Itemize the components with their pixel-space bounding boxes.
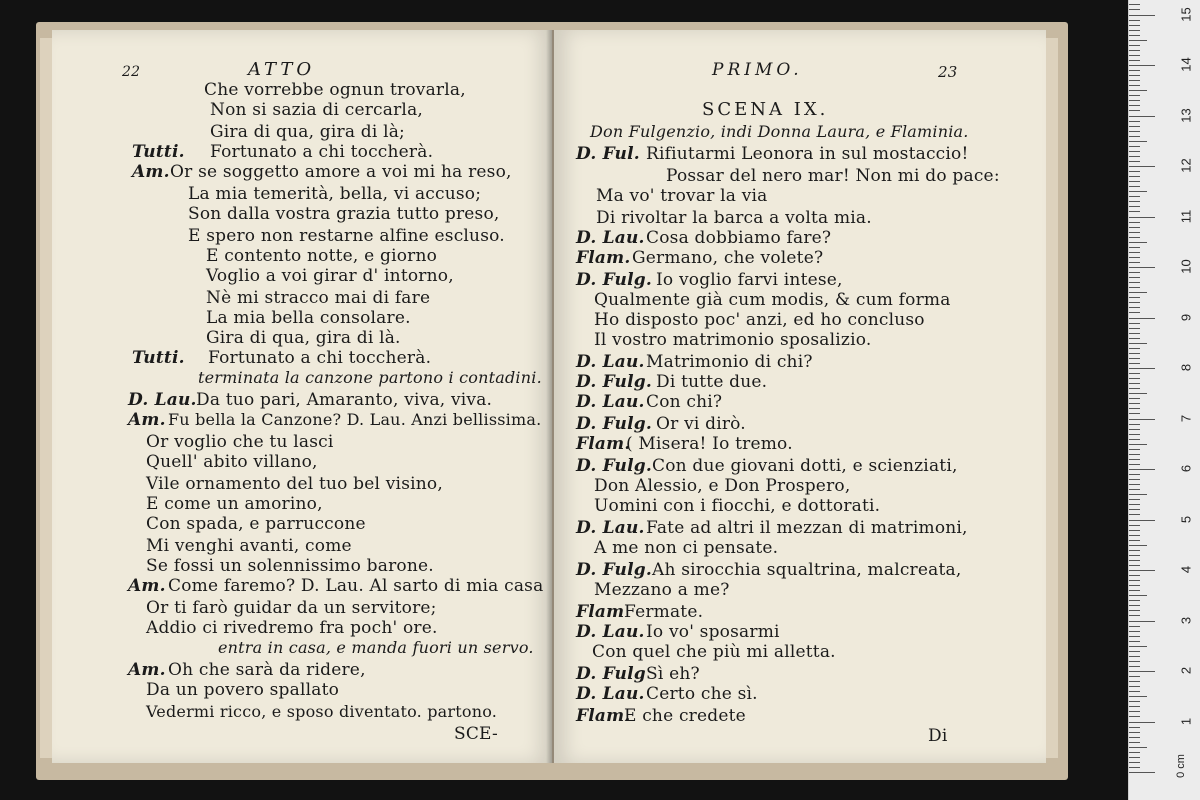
ruler-tick [1129, 530, 1140, 531]
ruler-tick [1129, 40, 1147, 41]
speaker-label: D. Lau. [576, 392, 645, 412]
ruler-tick [1129, 403, 1140, 404]
speaker-label: D. Lau. [576, 684, 645, 704]
speaker-label: Am. [128, 660, 166, 680]
verse-line: E come un amorino, [146, 494, 323, 514]
verse-line: Cosa dobbiamo fare? [646, 228, 832, 248]
verse-line: Io voglio farvi intese, [656, 270, 843, 290]
verse-line: Uomini con i fiocchi, e dottorati. [594, 496, 881, 516]
ruler-tick [1129, 312, 1140, 313]
ruler-tick [1129, 232, 1140, 233]
verse-line: Mi venghi avanti, come [146, 536, 352, 556]
verse-line: Oh che sarà da ridere, [168, 660, 366, 680]
ruler-tick [1129, 474, 1140, 475]
ruler-tick [1129, 621, 1155, 622]
ruler-number: 11 [1178, 209, 1194, 223]
ruler-number: 7 [1178, 414, 1194, 422]
ruler-tick [1129, 70, 1140, 71]
verse-line: Con quel che più mi alletta. [592, 642, 836, 662]
ruler-tick [1129, 338, 1140, 339]
verse-line: Voglio a voi girar d' intorno, [206, 266, 454, 286]
speaker-label: D. Lau. [576, 622, 645, 642]
ruler-tick [1129, 484, 1140, 485]
ruler-tick [1129, 580, 1140, 581]
ruler-tick [1129, 444, 1147, 445]
ruler-tick [1129, 752, 1140, 753]
ruler-tick [1129, 247, 1140, 248]
ruler-tick [1129, 257, 1140, 258]
speaker-label: D. Lau. [576, 228, 645, 248]
verse-line: Nè mi stracco mai di fare [206, 288, 431, 308]
ruler-tick [1129, 110, 1140, 111]
verse-line: Germano, che volete? [632, 248, 824, 268]
verse-line: Non si sazia di cercarla, [210, 100, 424, 120]
ruler-tick [1129, 605, 1140, 606]
ruler-tick [1129, 25, 1140, 26]
ruler-tick [1129, 45, 1140, 46]
ruler-tick [1129, 333, 1140, 334]
ruler-tick [1129, 439, 1140, 440]
speaker-label: Flam. [576, 706, 631, 726]
ruler-tick [1129, 600, 1140, 601]
ruler-tick [1129, 146, 1140, 147]
ruler-tick [1129, 15, 1155, 16]
ruler-number: 1 [1178, 717, 1194, 725]
ruler-number: 3 [1178, 616, 1194, 624]
ruler-tick [1129, 90, 1147, 91]
ruler-number: 8 [1178, 363, 1194, 372]
verse-line: E contento notte, e giorno [206, 246, 438, 266]
catchword: SCE- [454, 724, 498, 744]
scene-cast: Don Fulgenzio, indi Donna Laura, e Flaminia. [590, 122, 969, 141]
ruler-tick [1129, 560, 1140, 561]
verse-line: Rifiutarmi Leonora in sul mostaccio! [646, 144, 969, 164]
verse-line: Or ti farò guidar da un servitore; [146, 598, 437, 618]
verse-line: Di tutte due. [656, 372, 768, 392]
ruler-tick [1129, 373, 1140, 374]
ruler-tick [1129, 378, 1140, 379]
ruler-number: 4 [1178, 565, 1194, 574]
ruler-tick [1129, 252, 1140, 253]
speaker-label: D. Ful. [576, 144, 640, 164]
verse-line: Or voglio che tu lasci [146, 432, 334, 452]
ruler-tick [1129, 459, 1140, 460]
ruler-tick [1129, 454, 1140, 455]
catchword: Di [928, 726, 948, 746]
ruler-tick [1129, 55, 1140, 56]
ruler-tick [1129, 732, 1140, 733]
ruler-tick [1129, 626, 1140, 627]
ruler-tick [1129, 747, 1147, 748]
verse-line: E che credete [624, 706, 746, 726]
ruler-tick [1129, 222, 1140, 223]
verse-line: E spero non restarne alfine escluso. [188, 226, 505, 246]
ruler-tick [1129, 509, 1140, 510]
verse-line: Da tuo pari, Amaranto, viva, viva. [196, 390, 493, 410]
ruler-tick [1129, 504, 1140, 505]
ruler-tick [1129, 191, 1147, 192]
stage-direction: entra in casa, e manda fuori un servo. [218, 638, 534, 657]
ruler-tick [1129, 20, 1140, 21]
ruler-tick [1129, 328, 1140, 329]
ruler-tick [1129, 383, 1140, 384]
ruler-tick [1129, 171, 1140, 172]
ruler-tick [1129, 545, 1147, 546]
verse-line: Vile ornamento del tuo bel visino, [146, 474, 443, 494]
ruler-number: 15 [1178, 6, 1194, 22]
ruler-number: 13 [1178, 107, 1194, 123]
speaker-label: Am. [128, 410, 166, 430]
verse-line: Addio ci rivedremo fra poch' ore. [146, 618, 438, 638]
ruler-tick [1129, 368, 1155, 369]
ruler-tick [1129, 701, 1140, 702]
verse-line: Or se soggetto amore a voi mi ha reso, [170, 162, 512, 182]
verse-line: Di rivoltar la barca a volta mia. [596, 208, 872, 228]
ruler-tick [1129, 156, 1140, 157]
verse-line: Qualmente già cum modis, & cum forma [594, 290, 951, 310]
right-page [554, 30, 1046, 763]
ruler-tick [1129, 656, 1140, 657]
ruler-tick [1129, 520, 1155, 521]
ruler-tick [1129, 525, 1140, 526]
ruler-tick [1129, 651, 1140, 652]
ruler-tick [1129, 116, 1155, 117]
verse-line: Fortunato a chi toccherà. [208, 348, 432, 368]
ruler-tick [1129, 585, 1140, 586]
verse-line: Don Alessio, e Don Prospero, [594, 476, 851, 496]
ruler-tick [1129, 671, 1155, 672]
ruler-tick [1129, 727, 1140, 728]
ruler-tick [1129, 292, 1147, 293]
ruler-tick [1129, 60, 1140, 61]
ruler-tick [1129, 65, 1155, 66]
ruler-tick [1129, 676, 1140, 677]
ruler-tick [1129, 353, 1140, 354]
ruler-tick [1129, 211, 1140, 212]
verse-line: Fortunato a chi toccherà. [210, 142, 434, 162]
ruler-tick [1129, 196, 1140, 197]
ruler-tick [1129, 131, 1140, 132]
ruler-tick [1129, 499, 1140, 500]
speaker-label: D. Lau. [576, 518, 645, 538]
ruler-tick [1129, 535, 1140, 536]
ruler-tick [1129, 429, 1140, 430]
ruler-tick [1129, 302, 1140, 303]
ruler-tick [1129, 388, 1140, 389]
ruler-tick [1129, 85, 1140, 86]
verse-line: Gira di qua, gira di là. [206, 328, 401, 348]
ruler-tick [1129, 393, 1147, 394]
ruler-tick [1129, 757, 1140, 758]
verse-line: Mezzano a me? [594, 580, 730, 600]
verse-line: Da un povero spallato [146, 680, 340, 700]
verse-line: La mia bella consolare. [206, 308, 411, 328]
verse-line: Or vi dirò. [656, 414, 746, 434]
page-edges-right [1046, 38, 1058, 758]
ruler-tick [1129, 121, 1140, 122]
right-page-number: 23 [938, 63, 958, 81]
ruler-tick [1129, 419, 1155, 420]
ruler-tick [1129, 691, 1140, 692]
verse-line: Ho disposto poc' anzi, ed ho concluso [594, 310, 925, 330]
speaker-label: D. Fulg. [576, 414, 652, 434]
measurement-ruler [1128, 0, 1200, 800]
verse-line: Come faremo? D. Lau. Al sarto di mia casa [168, 576, 544, 596]
ruler-tick [1129, 464, 1140, 465]
verse-line: Vedermi ricco, e sposo diventato. partono. [146, 702, 498, 721]
ruler-tick [1129, 696, 1147, 697]
ruler-number: 2 [1178, 666, 1194, 675]
verse-line: Possar del nero mar! Non mi do pace: [666, 166, 1000, 186]
ruler-tick [1129, 277, 1140, 278]
ruler-tick [1129, 590, 1140, 591]
ruler-tick [1129, 666, 1140, 667]
ruler-tick [1129, 716, 1140, 717]
verse-line: Fate ad altri il mezzan di matrimoni, [646, 518, 968, 538]
ruler-tick [1129, 176, 1140, 177]
verse-line: Con spada, e parruccone [146, 514, 366, 534]
ruler-unit: 0 cm [1174, 754, 1187, 778]
speaker-label: D. Fulg. [576, 270, 652, 290]
ruler-tick [1129, 272, 1140, 273]
ruler-tick [1129, 641, 1140, 642]
ruler-tick [1129, 646, 1147, 647]
verse-line: Ma vo' trovar la via [596, 186, 768, 206]
right-running-head: PRIMO. [712, 60, 803, 80]
ruler-tick [1129, 540, 1140, 541]
stage-direction: terminata la canzone partono i contadini. [198, 368, 542, 387]
ruler-tick [1129, 737, 1140, 738]
ruler-tick [1129, 706, 1140, 707]
ruler-tick [1129, 413, 1140, 414]
speaker-label: Tutti. [132, 142, 185, 162]
ruler-tick [1129, 105, 1140, 106]
verse-line: Il vostro matrimonio sposalizio. [594, 330, 872, 350]
verse-line: Gira di qua, gira di là; [210, 122, 405, 142]
ruler-tick [1129, 555, 1140, 556]
speaker-label: Flam. [576, 434, 631, 454]
ruler-tick [1129, 95, 1140, 96]
ruler-tick [1129, 595, 1147, 596]
verse-line: Son dalla vostra grazia tutto preso, [188, 204, 500, 224]
ruler-tick [1129, 9, 1140, 10]
ruler-tick [1129, 772, 1155, 773]
page-edges-left [40, 38, 52, 758]
ruler-tick [1129, 35, 1140, 36]
ruler-tick [1129, 434, 1140, 435]
ruler-tick [1129, 181, 1140, 182]
speaker-label: Flam. [576, 248, 631, 268]
verse-line: Matrimonio di chi? [646, 352, 813, 372]
ruler-tick [1129, 686, 1140, 687]
speaker-label: Tutti. [132, 348, 185, 368]
ruler-tick [1129, 424, 1140, 425]
verse-line: Che vorrebbe ognun trovarla, [204, 80, 466, 100]
ruler-tick [1129, 201, 1140, 202]
ruler-tick [1129, 262, 1140, 263]
ruler-tick [1129, 161, 1140, 162]
ruler-tick [1129, 267, 1155, 268]
ruler-tick [1129, 489, 1140, 490]
ruler-tick [1129, 722, 1155, 723]
ruler-tick [1129, 479, 1140, 480]
speaker-label: D. Lau. [576, 352, 645, 372]
ruler-tick [1129, 297, 1140, 298]
ruler-tick [1129, 615, 1140, 616]
verse-line: Sì eh? [646, 664, 700, 684]
speaker-label: D. Fulg. [576, 456, 652, 476]
verse-line: Fu bella la Canzone? D. Lau. Anzi bellissima. [168, 410, 542, 429]
ruler-tick [1129, 449, 1140, 450]
verse-line: Con due giovani dotti, e scienziati, [652, 456, 958, 476]
ruler-tick [1129, 242, 1147, 243]
ruler-tick [1129, 50, 1140, 51]
ruler-number: 6 [1178, 464, 1194, 473]
speaker-label: Am. [132, 162, 170, 182]
ruler-tick [1129, 570, 1155, 571]
ruler-tick [1129, 206, 1140, 207]
ruler-tick [1129, 575, 1140, 576]
ruler-tick [1129, 398, 1140, 399]
ruler-tick [1129, 469, 1155, 470]
speaker-label: D. Fulg. [576, 372, 652, 392]
verse-line: Ah sirocchia squaltrina, malcreata, [652, 560, 962, 580]
speaker-label: D. Fulg. [576, 560, 652, 580]
scene-title: SCENA IX. [702, 99, 829, 120]
ruler-tick [1129, 75, 1140, 76]
verse-line: Io vo' sposarmi [646, 622, 780, 642]
ruler-tick [1129, 227, 1140, 228]
verse-line: Quell' abito villano, [146, 452, 318, 472]
ruler-tick [1129, 550, 1140, 551]
ruler-tick [1129, 4, 1140, 5]
ruler-tick [1129, 282, 1140, 283]
ruler-tick [1129, 408, 1140, 409]
ruler-tick [1129, 636, 1140, 637]
ruler-tick [1129, 711, 1140, 712]
ruler-tick [1129, 514, 1140, 515]
ruler-tick [1129, 348, 1140, 349]
verse-line: A me non ci pensate. [594, 538, 779, 558]
ruler-tick [1129, 307, 1140, 308]
ruler-number: 10 [1178, 259, 1194, 274]
speaker-label: Am. [128, 576, 166, 596]
ruler-tick [1129, 323, 1140, 324]
verse-line: Fermate. [624, 602, 704, 622]
ruler-tick [1129, 681, 1140, 682]
ruler-number: 9 [1178, 313, 1194, 321]
left-page [52, 30, 552, 763]
verse-line: La mia temerità, bella, vi accuso; [188, 184, 482, 204]
verse-line: ( Misera! Io tremo. [626, 434, 793, 454]
ruler-tick [1129, 565, 1140, 566]
ruler-tick [1129, 166, 1155, 167]
ruler-tick [1129, 358, 1140, 359]
ruler-tick [1129, 494, 1147, 495]
ruler-number: 5 [1178, 515, 1194, 523]
verse-line: Con chi? [646, 392, 723, 412]
ruler-number: 14 [1178, 57, 1194, 72]
verse-line: Certo che sì. [646, 684, 758, 704]
ruler-tick [1129, 126, 1140, 127]
ruler-tick [1129, 767, 1140, 768]
ruler-tick [1129, 610, 1140, 611]
speaker-label: Flam [576, 602, 625, 622]
ruler-tick [1129, 363, 1140, 364]
ruler-tick [1129, 186, 1140, 187]
left-running-head: ATTO [248, 59, 316, 80]
ruler-tick [1129, 762, 1140, 763]
ruler-tick [1129, 343, 1147, 344]
ruler-tick [1129, 217, 1155, 218]
verse-line: Se fossi un solennissimo barone. [146, 556, 434, 576]
left-page-number: 22 [122, 64, 141, 80]
ruler-tick [1129, 237, 1140, 238]
ruler-number: 12 [1178, 158, 1194, 173]
ruler-tick [1129, 661, 1140, 662]
ruler-tick [1129, 151, 1140, 152]
speaker-label: D. Fulg [576, 664, 646, 684]
ruler-tick [1129, 100, 1140, 101]
ruler-tick [1129, 287, 1140, 288]
ruler-tick [1129, 136, 1140, 137]
ruler-tick [1129, 742, 1140, 743]
ruler-tick [1129, 30, 1140, 31]
ruler-tick [1129, 141, 1147, 142]
speaker-label: D. Lau. [128, 390, 197, 410]
ruler-tick [1129, 80, 1140, 81]
ruler-tick [1129, 318, 1155, 319]
ruler-tick [1129, 631, 1140, 632]
